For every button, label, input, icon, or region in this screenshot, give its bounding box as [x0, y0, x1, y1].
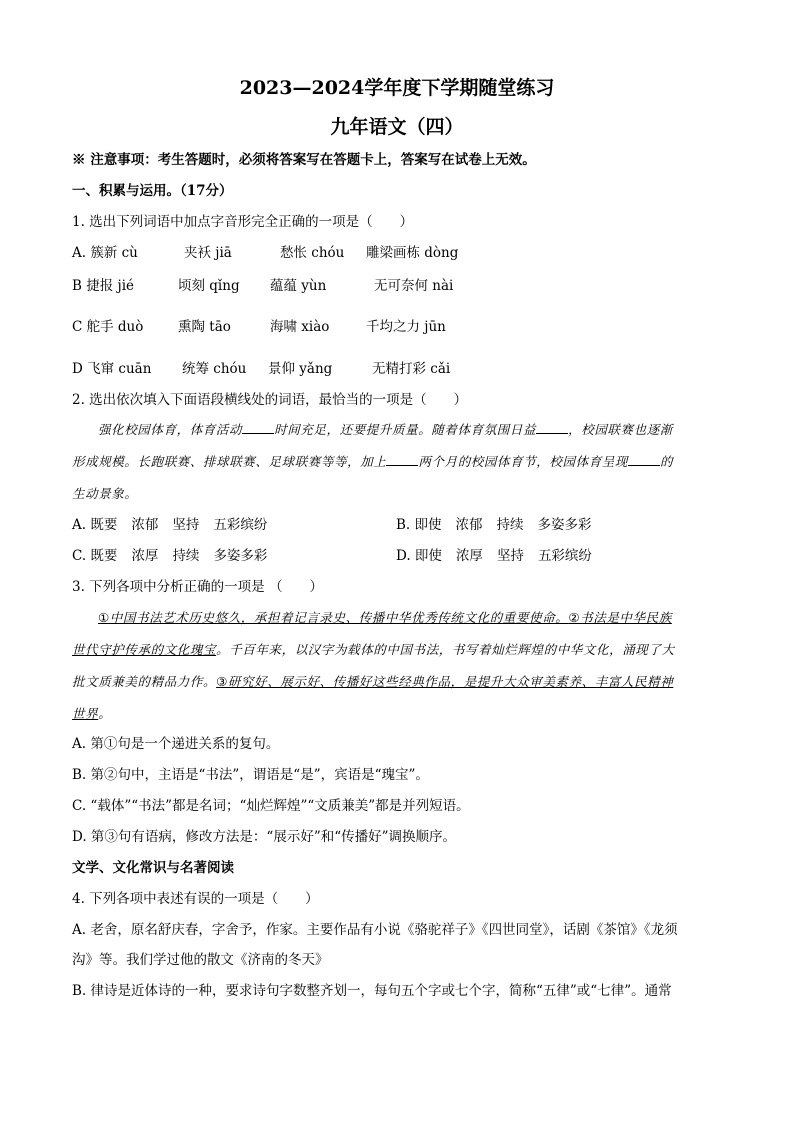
question-3-passage — [72, 602, 714, 730]
passage-line-3: 生动景象。 — [72, 486, 138, 501]
option-word: 五彩缤纷 — [537, 548, 592, 564]
option-word: 坚持 — [172, 517, 200, 533]
option-word: B. 即使 — [396, 517, 442, 533]
notice: ※ 注意事项：考生答题时，必须将答案写在答题卡上，答案写在试卷上无效。 — [72, 152, 536, 168]
question-4-option-b-line-1: B. 律诗是近体诗的一种，要求诗句字数整齐划一，每句五个字或七个字，简称“五律”或“七律”。通常 — [72, 983, 672, 999]
q3-passage-line-3 — [72, 666, 714, 698]
passage-line-1 — [72, 414, 714, 446]
option-d-word-4: 无精打彩 cǎi — [372, 361, 451, 377]
section-heading-2: 文学、文化常识与名著阅读 — [72, 860, 234, 876]
option-word: 浓郁 — [455, 517, 483, 533]
option-c-word-4: 千均之力 jūn — [366, 319, 446, 335]
passage-line-2 — [72, 446, 714, 478]
question-3-option-b: B. 第②句中，主语是“书法”，谓语是“是”，宾语是“瑰宝”。 — [72, 767, 429, 783]
option-word: A. 既要 — [72, 517, 118, 533]
question-3-option-d: D. 第③句有语病，修改方法是：“展示好”和“传播好”调换顺序。 — [72, 829, 457, 845]
question-1-option-d — [72, 359, 450, 379]
q3-passage-line-1 — [72, 602, 714, 634]
question-4-stem: 4. 下列各项中表述有误的一项是（ ） — [72, 891, 319, 907]
option-word: 多姿多彩 — [537, 517, 592, 533]
option-word: 浓厚 — [455, 548, 483, 564]
underlined-sentence-3: ③研究好、展示好、传播好这些经典作品，是提升大众审美素养、丰富人民精神 — [216, 674, 674, 689]
option-word: C. 既要 — [72, 548, 118, 564]
question-3-option-a: A. 第①句是一个递进关系的复句。 — [72, 736, 280, 752]
passage-text: 强化校园体育，体育活动 — [98, 422, 243, 437]
option-word: 坚持 — [496, 548, 524, 564]
option-word: 多姿多彩 — [213, 548, 268, 564]
option-b-word-4: 无可奈何 nài — [374, 278, 454, 294]
underlined-sentence-3-end: 世界 — [72, 706, 99, 721]
question-1-option-b — [72, 276, 453, 296]
exam-title: 2023—2024学年度下学期随堂练习 — [239, 77, 555, 99]
passage-text: ，校园联赛也逐渐 — [568, 422, 673, 437]
option-word: 浓郁 — [131, 517, 159, 533]
option-d-word-2: 统筹 chóu — [182, 361, 247, 377]
option-word: 五彩缤纷 — [213, 517, 268, 533]
passage-text: 批文质兼美的精品力作。 — [72, 674, 217, 689]
fill-blank-4 — [628, 451, 660, 466]
option-c-word-3: 海啸 xiào — [270, 319, 330, 335]
option-word: D. 即使 — [396, 548, 442, 564]
underlined-sentence-1: ①中国书法艺术历史悠久，承担着记言录史、传播中华优秀传统文化的重要使命。 — [98, 610, 569, 625]
question-4-option-a-line-1: A. 老舍，原名舒庆春，字舍予，作家。主要作品有小说《骆驼祥子》《四世同堂》，话剧《茶馆》《龙须 — [72, 922, 678, 938]
question-2-option-b — [396, 515, 592, 535]
passage-text: 两个月的校园体育节，校园体育呈现 — [418, 454, 629, 469]
option-b-word-1: B 捷报 jié — [72, 278, 134, 294]
question-4-option-a-line-2: 沟》等。我们学过他的散文《济南的冬天》 — [72, 952, 329, 968]
question-2-option-d — [396, 546, 592, 566]
option-word: 持续 — [172, 548, 200, 564]
passage-text: 。千百年来，以汉字为载体的中国书法，书写着灿烂辉煌的中华文化，涌现了大 — [216, 642, 675, 657]
option-a-word-3: 愁怅 chóu — [280, 245, 345, 261]
passage-text: 。 — [98, 706, 112, 721]
option-c-word-1: C 舵手 duò — [72, 319, 144, 335]
underlined-sentence-2-end: 世代守护传承的文化瑰宝 — [72, 642, 217, 657]
option-word: 浓厚 — [131, 548, 159, 564]
exam-subtitle: 九年语文（四） — [330, 116, 464, 138]
passage-text: 时间充足，还要提升质量。随着体育氛围日益 — [274, 422, 537, 437]
passage-text: 的 — [660, 454, 674, 469]
question-2-option-c — [72, 546, 267, 566]
question-1-option-c — [72, 317, 446, 337]
section-heading-1: 一、积累与运用。（17分） — [72, 183, 233, 199]
question-2-passage — [72, 414, 714, 510]
question-1-option-a — [72, 243, 458, 263]
option-d-word-3: 景仰 yǎng — [268, 361, 333, 377]
q3-passage-line-2 — [72, 634, 714, 666]
fill-blank-1 — [242, 419, 274, 434]
underlined-sentence-2: ②书法是中华民族 — [568, 610, 672, 625]
option-word: 持续 — [496, 517, 524, 533]
option-b-word-2: 顷刻 qǐng — [178, 278, 240, 294]
question-2-stem: 2. 选出依次填入下面语段横线处的词语，最恰当的一项是（ ） — [72, 392, 468, 408]
option-d-word-1: D 飞窜 cuān — [72, 361, 152, 377]
option-b-word-3: 蕴蕴 yùn — [270, 278, 327, 294]
q3-passage-line-4 — [72, 698, 714, 730]
question-3-stem: 3. 下列各项中分析正确的一项是 （ ） — [72, 579, 323, 595]
option-a-word-1: A. 簇新 cù — [72, 245, 138, 261]
question-1-stem: 1. 选出下列词语中加点字音形完全正确的一项是（ ） — [72, 214, 414, 230]
fill-blank-3 — [386, 451, 418, 466]
fill-blank-2 — [536, 419, 568, 434]
question-3-option-c: C. “载体”“书法”都是名词；“灿烂辉煌”“文质兼美”都是并列短语。 — [72, 798, 470, 814]
option-c-word-2: 熏陶 tāo — [178, 319, 231, 335]
question-2-option-a — [72, 515, 267, 535]
passage-text: 形成规模。长跑联赛、排球联赛、足球联赛等等，加上 — [72, 454, 387, 469]
option-a-word-2: 夹袄 jiā — [184, 245, 232, 261]
option-a-word-4: 雕梁画栋 dòng — [366, 245, 459, 261]
